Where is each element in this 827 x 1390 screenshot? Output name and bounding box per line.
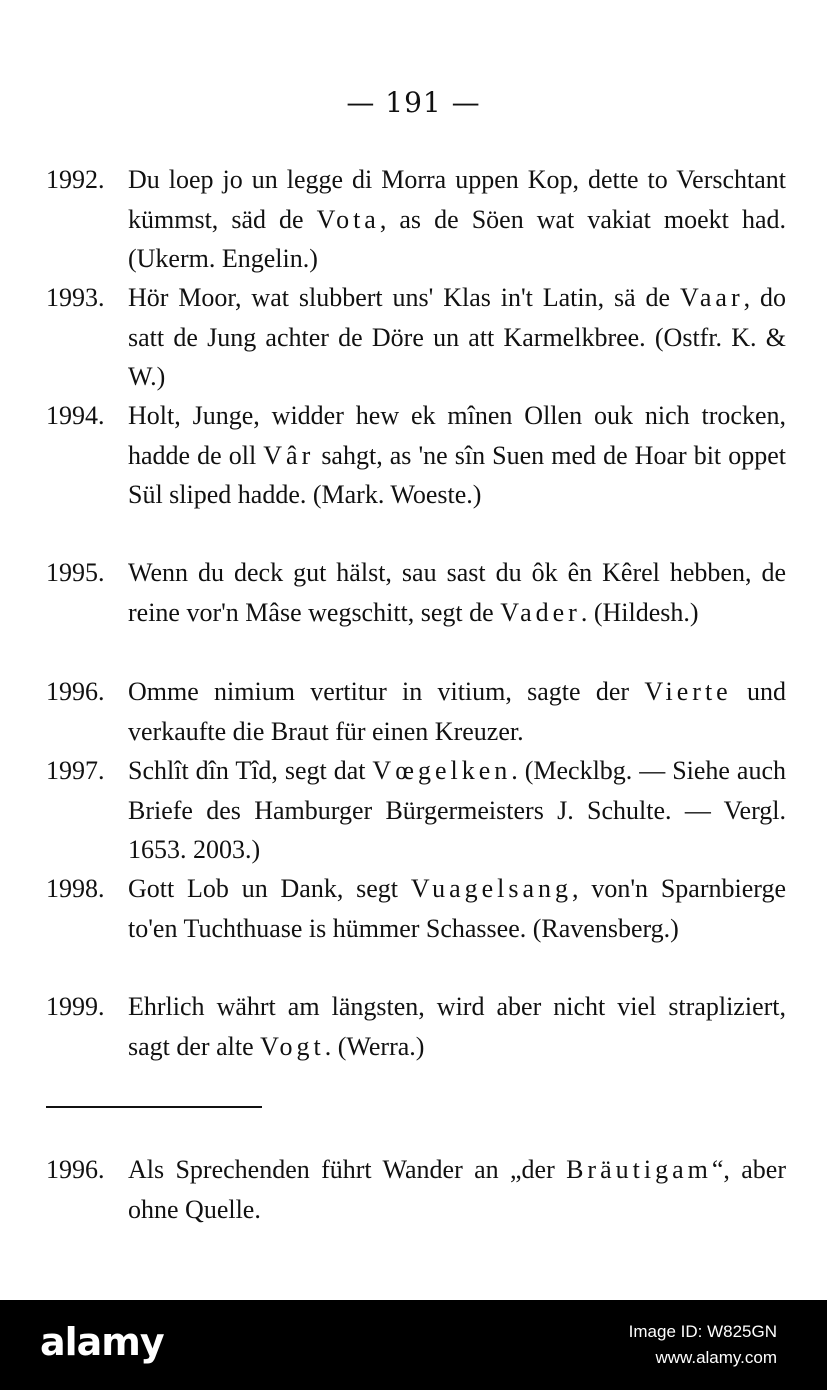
- spaced-name: Vota: [316, 204, 380, 234]
- proverb-entry: [46, 869, 786, 948]
- proverb-entry: [46, 751, 786, 870]
- spaced-name: Vogt: [260, 1031, 325, 1061]
- entry-text: Holt, Junge, widder hew ek mînen Ollen ouk nich trocken, hadde de oll Vâr sahgt, as 'ne sîn Suen med de Hoar bit oppet Sül sliped hadde. (Mark. Woeste.): [128, 401, 786, 509]
- entry-text: Hör Moor, wat slubbert uns' Klas in't Latin, sä de Vaar, do satt de Jung achter de Döre un att Karmelkbree. (Ostfr. K. & W.): [128, 283, 787, 391]
- proverb-entry: [46, 278, 786, 397]
- entry-number: 1994.: [46, 401, 105, 430]
- entry-text: Du loep jo un legge di Morra uppen Kop, dette to Verschtant kümmst, säd de Vota, as de Söen wat vakiat moekt had. (Ukerm. Engelin.): [128, 165, 786, 273]
- entry-number: 1999.: [46, 992, 105, 1021]
- entry-number: 1992.: [46, 165, 105, 194]
- page-number: — 191 —: [346, 86, 481, 119]
- spaced-name: Vader: [500, 597, 581, 627]
- entry-number: 1996.: [46, 677, 105, 706]
- entry-text: Gott Lob un Dank, segt Vuagelsang, von'n Sparnbierge to'en Tuchthuase is hümmer Schassee. (Ravensberg.): [128, 874, 786, 943]
- proverb-entry: [46, 160, 786, 279]
- footnote-divider: [46, 1106, 262, 1108]
- footnote-text: Als Sprechenden führt Wander an „der Bräutigam“, aber ohne Quelle.: [128, 1155, 786, 1224]
- spaced-name: Vœgelken: [372, 756, 512, 785]
- entry-text: Ehrlich währt am längsten, wird aber nicht viel strapliziert, sagt der alte Vogt. (Werra.): [128, 992, 786, 1061]
- proverb-entry: [46, 553, 786, 632]
- entry-text: Omme nimium vertitur in vitium, sagte der Vierte und verkaufte die Braut für einen Kreuzer.: [128, 677, 786, 746]
- entry-number: 1993.: [46, 283, 105, 312]
- entry-number: 1998.: [46, 874, 105, 903]
- entry-number: 1997.: [46, 756, 105, 785]
- alamy-logo: alamy: [40, 1320, 164, 1364]
- site-url: www.alamy.com: [655, 1348, 777, 1367]
- image-id: Image ID: W825GN: [628, 1322, 777, 1341]
- footnote: [46, 1150, 786, 1229]
- spaced-name: Bräutigam: [566, 1155, 712, 1184]
- proverb-entry: [46, 396, 786, 515]
- entry-number: 1995.: [46, 558, 105, 587]
- footnote-number: 1996.: [46, 1155, 105, 1184]
- proverb-entry: [46, 987, 786, 1066]
- proverb-entry: [46, 672, 786, 751]
- spaced-name: Vierte: [644, 677, 732, 706]
- spaced-name: Vuagelsang: [410, 874, 573, 903]
- spaced-name: Vâr: [263, 440, 315, 470]
- entry-text: Schlît dîn Tîd, segt dat Vœgelken. (Mecklbg. — Siehe auch Briefe des Hamburger Bürgermeisters J. Schulte. — Vergl. 1653. 2003.): [128, 756, 786, 864]
- spaced-name: Vaar: [679, 283, 744, 312]
- entry-text: Wenn du deck gut hälst, sau sast du ôk ên Kêrel hebben, de reine vor'n Mâse wegschitt, segt de Vader. (Hildesh.): [128, 558, 786, 627]
